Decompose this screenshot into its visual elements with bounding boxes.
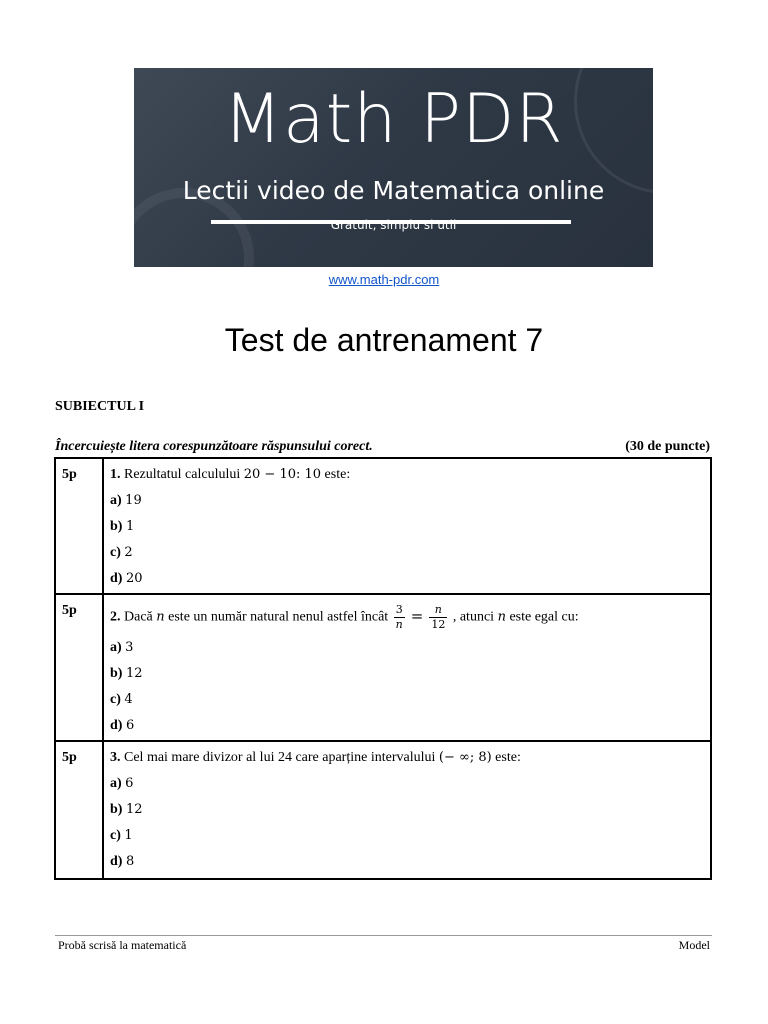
option-value: 12 xyxy=(125,802,143,817)
question-text-part: , atunci xyxy=(452,609,495,625)
option-letter: b) xyxy=(110,802,123,817)
question-number: 2. xyxy=(110,609,121,625)
instructions-text: Încercuiește litera corespunzătoare răspunsului corect. xyxy=(55,439,373,454)
answer-option[interactable] xyxy=(110,774,710,794)
question-text-part: este egal cu: xyxy=(509,609,579,625)
answer-option[interactable] xyxy=(110,690,710,710)
question-text xyxy=(110,748,710,768)
answer-option[interactable] xyxy=(110,852,710,872)
option-letter: d) xyxy=(110,854,123,869)
option-letter: b) xyxy=(110,519,123,534)
website-link[interactable]: www.math-pdr.com xyxy=(328,272,440,287)
fraction xyxy=(394,603,405,632)
answer-option[interactable] xyxy=(110,517,710,537)
question-number: 1. xyxy=(110,467,121,482)
math-variable: n xyxy=(156,609,165,625)
option-letter: c) xyxy=(110,692,121,707)
question-row xyxy=(55,594,711,741)
footer-divider xyxy=(55,935,712,936)
option-letter: c) xyxy=(110,828,121,843)
answer-option[interactable] xyxy=(110,491,710,511)
answer-option[interactable] xyxy=(110,638,710,658)
question-text-part: este: xyxy=(495,750,521,765)
option-value: 12 xyxy=(125,666,143,681)
section-heading: SUBIECTUL I xyxy=(55,399,145,414)
footer-right-text: Model xyxy=(678,938,710,952)
question-text-part: Rezultatul calculului xyxy=(124,467,241,482)
total-points: (30 de puncte) xyxy=(625,439,710,454)
answer-option[interactable] xyxy=(110,826,710,846)
option-letter: a) xyxy=(110,776,122,791)
fraction-numerator: n xyxy=(429,603,447,618)
option-value: 1 xyxy=(124,828,133,843)
option-letter: a) xyxy=(110,493,122,508)
option-value: 19 xyxy=(125,493,142,508)
math-expression: (− ∞; 8) xyxy=(438,750,492,765)
header-banner xyxy=(134,68,653,267)
question-points: 5p xyxy=(55,594,103,741)
question-text-part: este: xyxy=(324,467,351,482)
math-variable: n xyxy=(497,609,506,625)
question-text xyxy=(110,603,710,632)
option-value: 2 xyxy=(124,545,133,560)
footer-left-text: Probă scrisă la matematică xyxy=(58,938,187,952)
fraction-numerator: 3 xyxy=(394,603,405,618)
option-letter: a) xyxy=(110,640,122,655)
answer-option[interactable] xyxy=(110,569,710,589)
equals-sign: = xyxy=(410,606,424,625)
option-value: 8 xyxy=(125,854,135,869)
option-letter: b) xyxy=(110,666,123,681)
question-row xyxy=(55,458,711,594)
option-letter: d) xyxy=(110,718,123,733)
question-text-part: este un număr natural nenul astfel încât xyxy=(168,609,389,625)
option-value: 6 xyxy=(125,776,134,791)
question-body xyxy=(103,594,711,741)
question-row xyxy=(55,741,711,879)
banner-subtagline: Gratuit, simplu si util xyxy=(330,218,457,232)
option-letter: c) xyxy=(110,545,121,560)
banner-tagline: Lectii video de Matematica online xyxy=(182,176,605,205)
fraction xyxy=(429,603,447,632)
answer-option[interactable] xyxy=(110,664,710,684)
page-title: Test de antrenament 7 xyxy=(224,322,544,358)
question-points: 5p xyxy=(55,741,103,879)
math-expression: 20 − 10: 10 xyxy=(243,467,322,482)
answer-option[interactable] xyxy=(110,543,710,563)
question-points: 5p xyxy=(55,458,103,594)
option-value: 3 xyxy=(125,640,134,655)
logo-text: Math PDR xyxy=(223,80,564,159)
answer-option[interactable] xyxy=(110,800,710,820)
question-body xyxy=(103,458,711,594)
question-number: 3. xyxy=(110,750,121,765)
option-value: 20 xyxy=(125,571,143,586)
question-text xyxy=(110,465,710,485)
question-body xyxy=(103,741,711,879)
questions-table xyxy=(54,457,712,880)
question-text-part: Cel mai mare divizor al lui 24 care aparține intervalului xyxy=(124,750,436,765)
fraction-denominator: 12 xyxy=(431,618,446,631)
answer-option[interactable] xyxy=(110,716,710,736)
option-value: 4 xyxy=(124,692,133,707)
option-letter: d) xyxy=(110,571,123,586)
question-text-part: Dacă xyxy=(124,609,153,625)
option-value: 1 xyxy=(125,519,135,534)
fraction-denominator: n xyxy=(395,618,403,631)
option-value: 6 xyxy=(125,718,135,733)
